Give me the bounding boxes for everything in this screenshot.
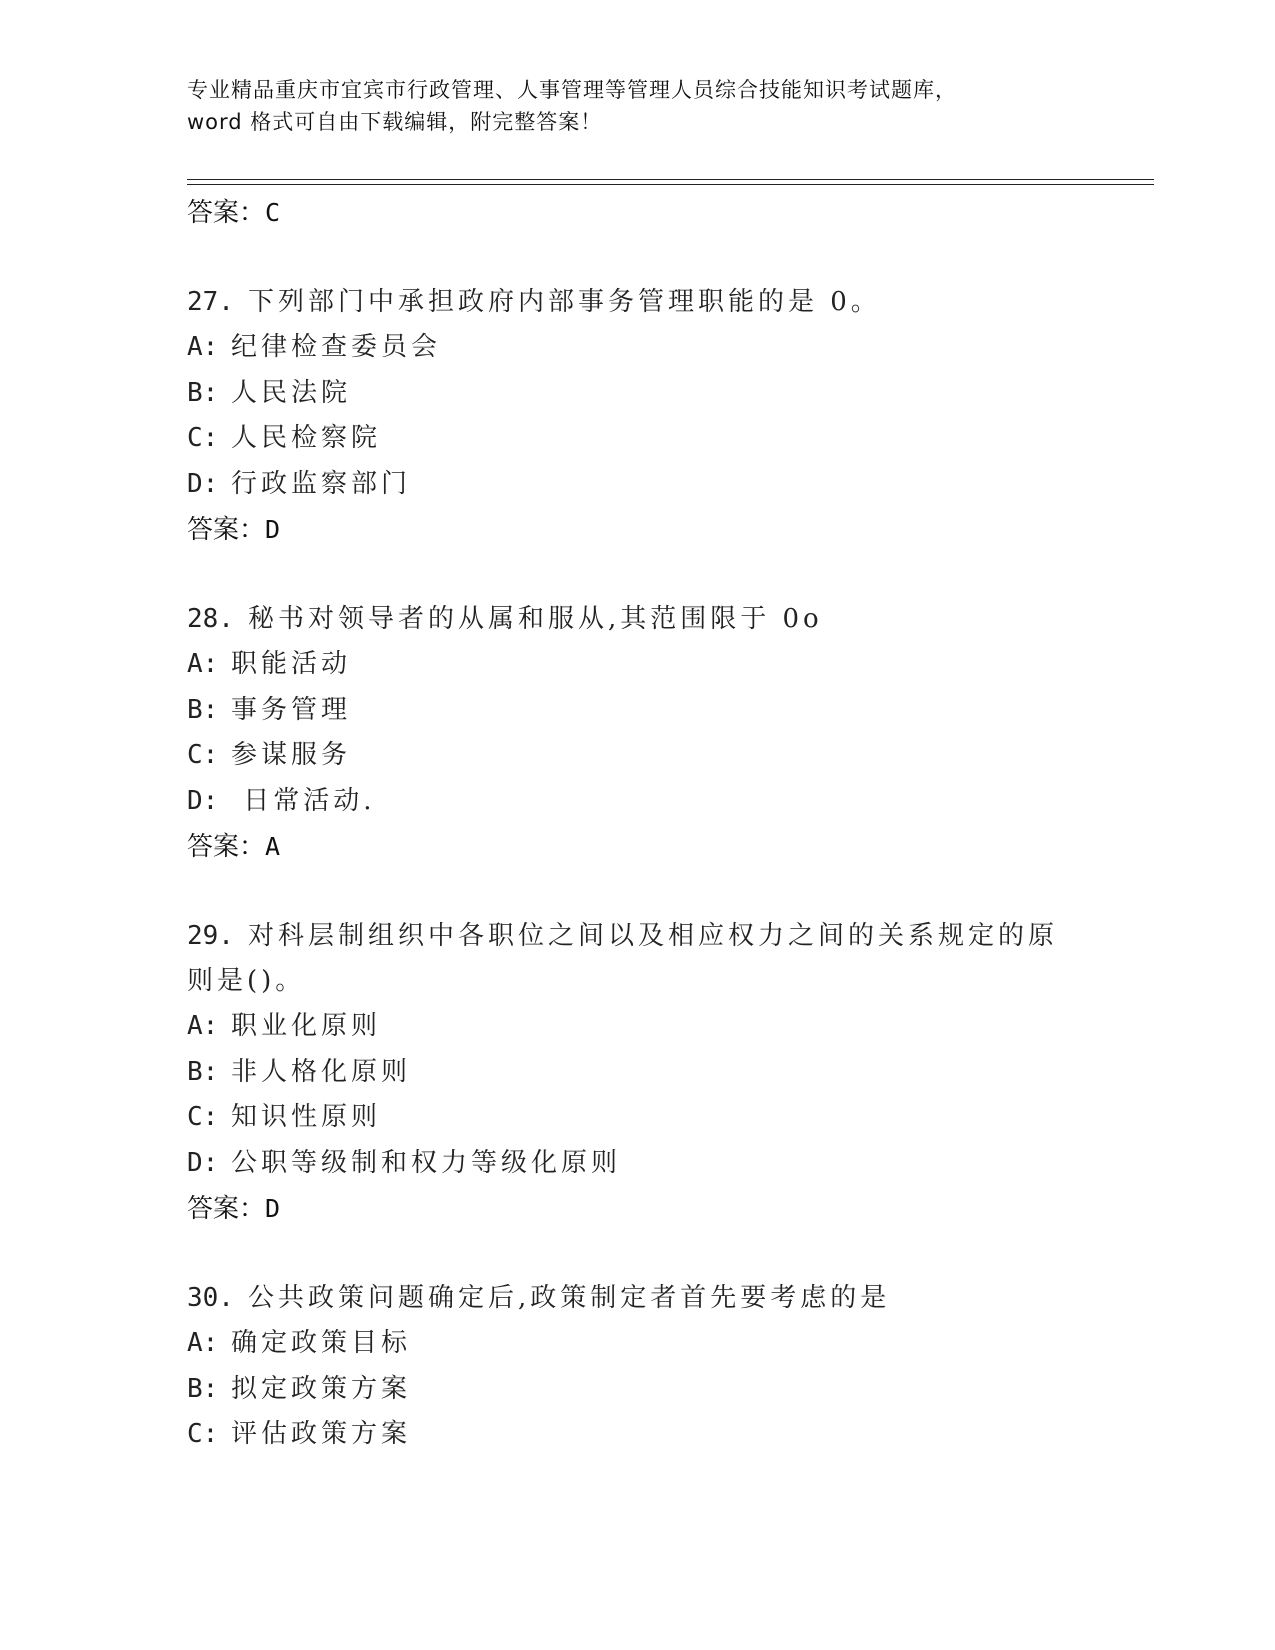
option-key: B:: [187, 694, 219, 725]
option-text: 纪律检查委员会: [231, 332, 442, 362]
question-item: [187, 280, 1147, 553]
header-line-1: 专业精品重庆市宜宾市行政管理、人事管理等管理人员综合技能知识考试题库，: [187, 78, 957, 102]
option-text: 非人格化原则: [231, 1056, 412, 1087]
option-key: D:: [187, 468, 219, 499]
option-key: C:: [187, 740, 219, 770]
option-text: 知识性原则: [231, 1102, 382, 1132]
question-text: 对科层制组织中各职位之间以及相应权力之间的关系规定的原则是()。: [187, 921, 1058, 996]
option-d: [187, 1141, 1147, 1187]
option-c: [187, 1412, 1147, 1458]
option-d: [187, 779, 1147, 825]
option-key: B:: [187, 1056, 219, 1087]
answer-value: D: [265, 515, 281, 544]
question-text: 公共政策问题确定后,政策制定者首先要考虑的是: [247, 1283, 891, 1313]
question-item: [187, 914, 1147, 1232]
option-key: C:: [187, 1419, 219, 1449]
option-text: 公职等级制和权力等级化原则: [231, 1147, 622, 1178]
option-key: A:: [187, 649, 219, 679]
answer-label: 答案：: [187, 198, 266, 228]
option-key: C:: [187, 423, 219, 453]
option-text: 参谋服务: [231, 740, 352, 770]
option-key: A:: [187, 332, 219, 362]
option-text: 事务管理: [231, 694, 352, 725]
question-text: 秘书对领导者的从属和服从,其范围限于 0o: [247, 604, 823, 634]
option-b: [187, 688, 1147, 734]
question-number: 30.: [187, 1283, 234, 1313]
option-key: C:: [187, 1102, 219, 1132]
option-d: [187, 462, 1147, 508]
option-key: A:: [187, 1011, 219, 1041]
option-text: 评估政策方案: [231, 1419, 412, 1449]
question-text: 下列部门中承担政府内部事务管理职能的是 0。: [247, 287, 881, 317]
option-text: 确定政策目标: [231, 1328, 412, 1358]
option-text: 人民法院: [231, 377, 352, 408]
question-item: [187, 1276, 1147, 1458]
option-key: A:: [187, 1328, 219, 1358]
answer-line: [187, 507, 1147, 553]
answer-value: C: [265, 198, 281, 227]
answer-label: 答案：: [187, 832, 266, 862]
header-divider-top: [187, 179, 1154, 180]
answer-value: D: [265, 1194, 281, 1223]
header-line-2: word 格式可自由下载编辑，附完整答案！: [187, 110, 603, 134]
option-b: [187, 1050, 1147, 1096]
option-c: [187, 416, 1147, 462]
answer-line: [187, 824, 1147, 870]
question-number: 27.: [187, 287, 234, 317]
question-stem: [187, 280, 1087, 325]
answer-value: A: [265, 832, 281, 861]
option-a: [187, 1004, 1147, 1050]
option-c: [187, 733, 1147, 779]
question-number: 29.: [187, 921, 234, 951]
option-a: [187, 1321, 1147, 1367]
document-header: [187, 74, 1087, 138]
answer-label: 答案：: [187, 1194, 266, 1224]
question-stem: [187, 914, 1087, 1004]
option-key: B:: [187, 377, 219, 408]
option-a: [187, 642, 1147, 688]
question-stem: [187, 1276, 1087, 1321]
option-text: 人民检察院: [231, 423, 382, 453]
option-key: B:: [187, 1373, 219, 1404]
question-list: [187, 190, 1147, 1458]
question-number: 28.: [187, 604, 234, 634]
option-text: 行政监察部门: [231, 468, 412, 499]
question-stem: [187, 597, 1087, 642]
answer-label: 答案：: [187, 515, 266, 545]
option-key: D:: [187, 1147, 219, 1178]
header-divider-bottom: [187, 184, 1154, 185]
option-a: [187, 325, 1147, 371]
option-key: D:: [187, 785, 219, 816]
option-b: [187, 1367, 1147, 1413]
option-text: 职能活动: [231, 649, 352, 679]
option-b: [187, 371, 1147, 417]
option-text: 职业化原则: [231, 1011, 382, 1041]
option-text: 拟定政策方案: [231, 1373, 412, 1404]
option-c: [187, 1095, 1147, 1141]
question-item: [187, 597, 1147, 870]
answer-line: [187, 190, 1147, 236]
answer-line: [187, 1186, 1147, 1232]
option-text: 日常活动.: [231, 785, 376, 816]
